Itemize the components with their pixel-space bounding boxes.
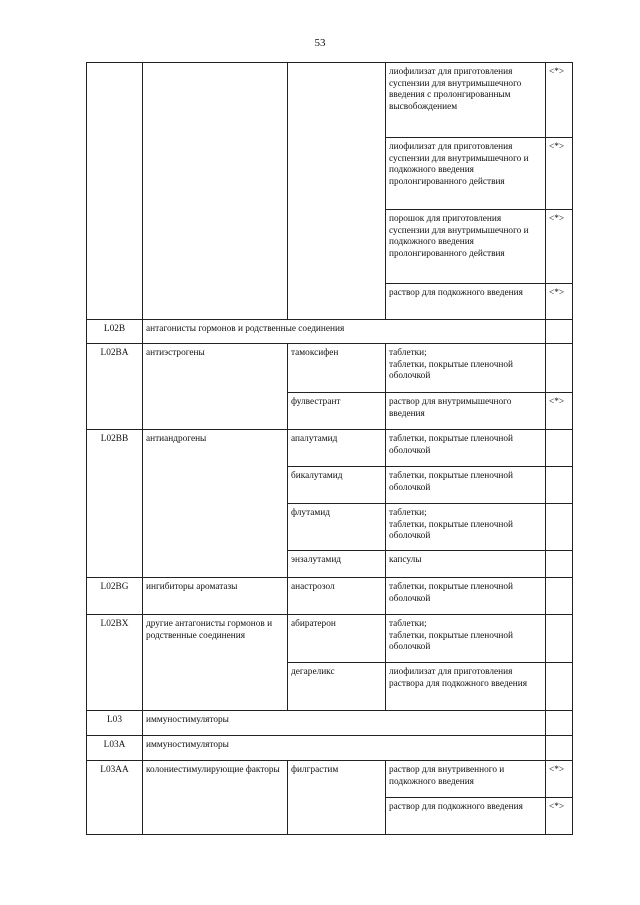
dosage-form-cell: лиофилизат для приготовления раствора для подкожного введения (386, 663, 546, 711)
page-number: 53 (314, 37, 326, 49)
note-cell (546, 711, 573, 736)
note-cell: <*> (546, 63, 573, 138)
dosage-form-cell: раствор для внутривенного и подкожного введения (386, 761, 546, 798)
drug-table (86, 62, 573, 835)
group-name-cell: иммуностимуляторы (143, 711, 546, 736)
note-cell: <*> (546, 210, 573, 284)
note-cell (546, 504, 573, 551)
dosage-form-cell: таблетки; таблетки, покрытые пленочной оболочкой (386, 615, 546, 663)
table-row (87, 761, 573, 798)
code-cell: L02BA (87, 344, 143, 430)
code-cell: L03AA (87, 761, 143, 835)
table-row (87, 578, 573, 615)
dosage-form-cell: таблетки, покрытые пленочной оболочкой (386, 430, 546, 467)
group-name-cell: другие антагонисты гормонов и родственные соединения (143, 615, 288, 711)
code-cell: L03 (87, 711, 143, 736)
drug-name-cell: абиратерон (288, 615, 386, 663)
drug-name-cell: бикалутамид (288, 467, 386, 504)
group-name-cell: ингибиторы ароматазы (143, 578, 288, 615)
drug-name-cell: энзалутамид (288, 551, 386, 578)
code-cell: L02BG (87, 578, 143, 615)
code-cell: L02BB (87, 430, 143, 578)
note-cell (546, 615, 573, 663)
note-cell (546, 578, 573, 615)
group-name-cell: иммуностимуляторы (143, 736, 546, 761)
drug-name-cell: фулвестрант (288, 393, 386, 430)
group-name-cell: антагонисты гормонов и родственные соединения (143, 320, 546, 344)
note-cell: <*> (546, 284, 573, 320)
dosage-form-cell: лиофилизат для приготовления суспензии для внутримышечного и подкожного введения пролонгированного действия (386, 138, 546, 210)
dosage-form-cell: капсулы (386, 551, 546, 578)
dosage-form-cell: таблетки; таблетки, покрытые пленочной оболочкой (386, 504, 546, 551)
note-cell (546, 320, 573, 344)
note-cell (546, 736, 573, 761)
drug-name-cell (288, 63, 386, 320)
group-name-cell (143, 63, 288, 320)
dosage-form-cell: раствор для внутримышечного введения (386, 393, 546, 430)
dosage-form-cell: таблетки, покрытые пленочной оболочкой (386, 467, 546, 504)
dosage-form-cell: таблетки, покрытые пленочной оболочкой (386, 578, 546, 615)
note-cell: <*> (546, 393, 573, 430)
dosage-form-cell: раствор для подкожного введения (386, 798, 546, 835)
group-name-cell: антиандрогены (143, 430, 288, 578)
drug-name-cell: флутамид (288, 504, 386, 551)
group-name-cell: колониестимулирующие факторы (143, 761, 288, 835)
drug-name-cell: тамоксифен (288, 344, 386, 393)
drug-name-cell: апалутамид (288, 430, 386, 467)
note-cell (546, 467, 573, 504)
note-cell (546, 663, 573, 711)
table-row (87, 320, 573, 344)
table-row (87, 711, 573, 736)
code-cell: L03A (87, 736, 143, 761)
note-cell (546, 344, 573, 393)
note-cell: <*> (546, 138, 573, 210)
code-cell: L02B (87, 320, 143, 344)
drug-name-cell: филграстим (288, 761, 386, 835)
note-cell (546, 430, 573, 467)
table-row (87, 736, 573, 761)
note-cell (546, 551, 573, 578)
note-cell: <*> (546, 798, 573, 835)
code-cell (87, 63, 143, 320)
code-cell: L02BX (87, 615, 143, 711)
dosage-form-cell: лиофилизат для приготовления суспензии для внутримышечного введения с пролонгированным высвобождением (386, 63, 546, 138)
table-row (87, 430, 573, 467)
dosage-form-cell: порошок для приготовления суспензии для внутримышечного и подкожного введения пролонгированного действия (386, 210, 546, 284)
table-row (87, 615, 573, 663)
dosage-form-cell: раствор для подкожного введения (386, 284, 546, 320)
drug-name-cell: анастрозол (288, 578, 386, 615)
note-cell: <*> (546, 761, 573, 798)
drug-name-cell: дегареликс (288, 663, 386, 711)
table-row (87, 344, 573, 393)
group-name-cell: антиэстрогены (143, 344, 288, 430)
dosage-form-cell: таблетки; таблетки, покрытые пленочной оболочкой (386, 344, 546, 393)
table-row (87, 63, 573, 138)
